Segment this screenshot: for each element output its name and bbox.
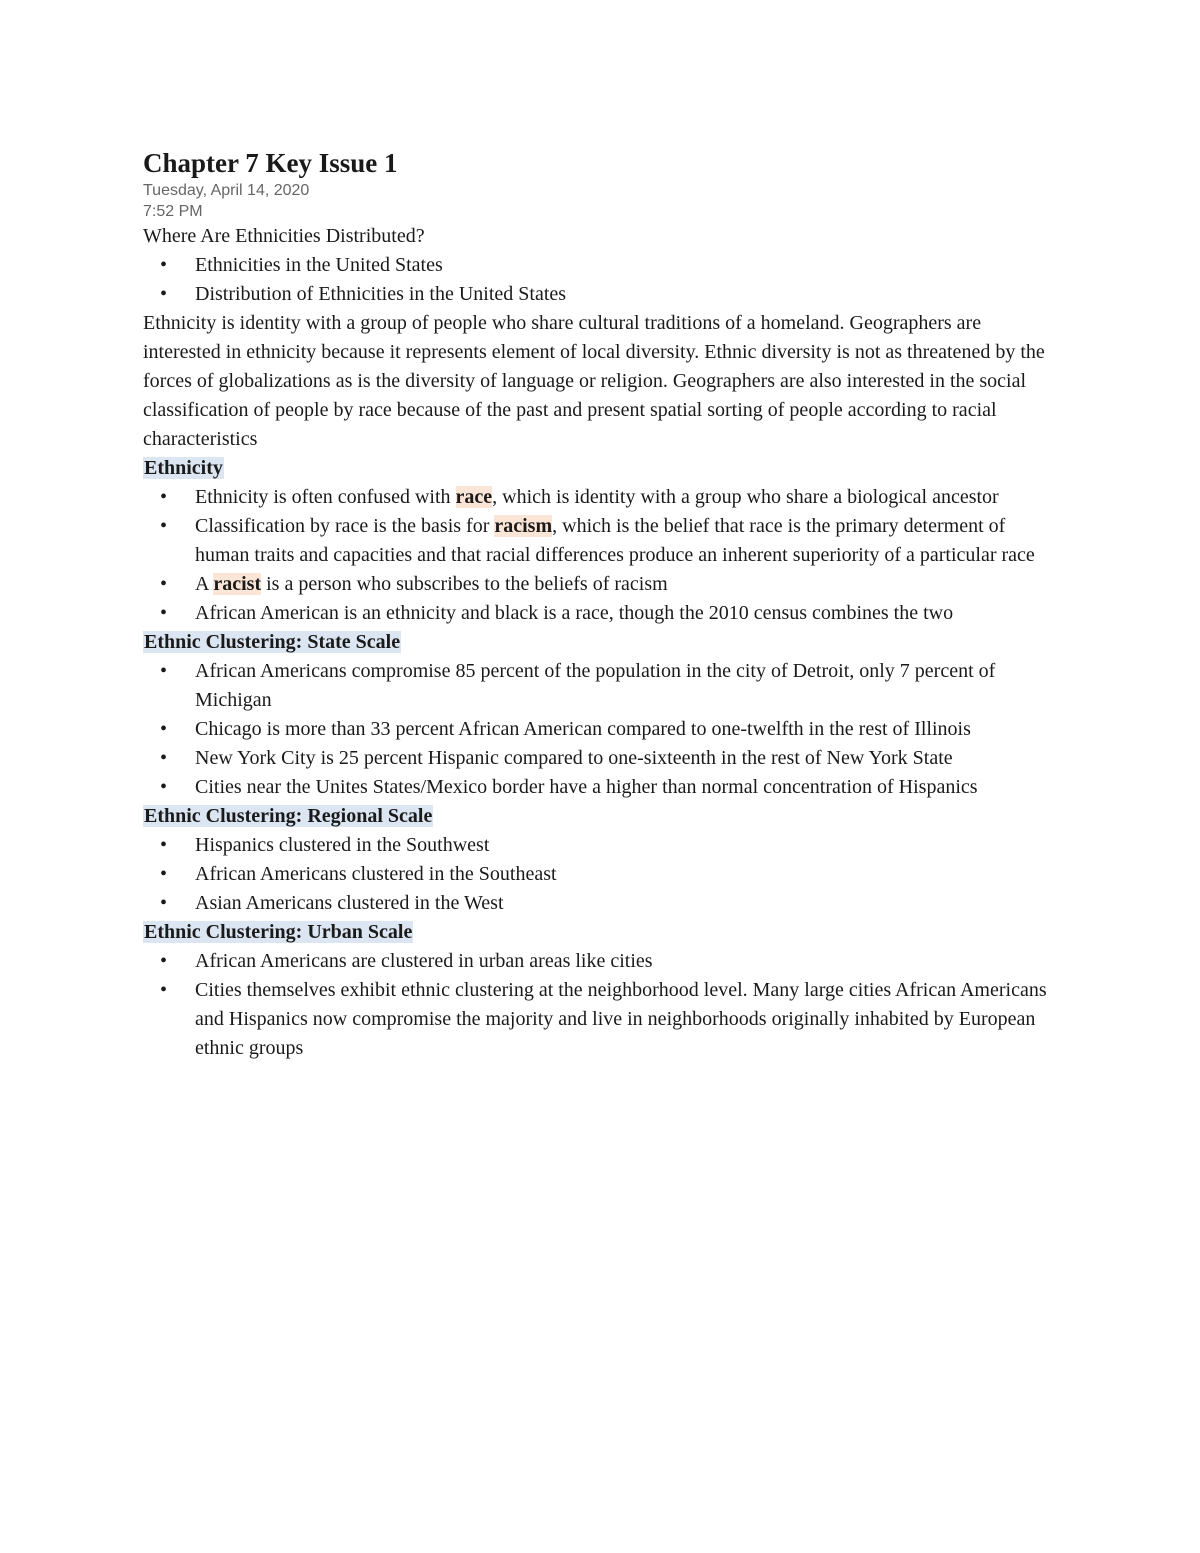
- list-item: • Hispanics clustered in the Southwest: [143, 831, 1048, 860]
- list-item: • Asian Americans clustered in the West: [143, 889, 1048, 918]
- bullet-icon: •: [160, 863, 168, 885]
- bullet-icon: •: [160, 602, 168, 624]
- bullet-icon: •: [160, 718, 168, 740]
- intro-list: [143, 251, 1048, 309]
- list-item: • African Americans clustered in the Southeast: [143, 860, 1048, 889]
- list-item: • Distribution of Ethnicities in the United States: [143, 280, 1048, 309]
- list-item: • New York City is 25 percent Hispanic compared to one-sixteenth in the rest of New York State: [143, 744, 1048, 773]
- list-item: • African Americans compromise 85 percent of the population in the city of Detroit, only 7 percent of Michigan: [143, 657, 1048, 715]
- bullet-icon: •: [160, 573, 168, 595]
- note-page: [143, 146, 1048, 1063]
- section-heading-state-scale: Ethnic Clustering: State Scale: [144, 631, 401, 653]
- list-item: • African Americans are clustered in urban areas like cities: [143, 947, 1048, 976]
- list-item: • African American is an ethnicity and black is a race, though the 2010 census combines the two: [143, 599, 1048, 628]
- bullet-icon: •: [160, 254, 168, 276]
- note-date: Tuesday, April 14, 2020: [143, 182, 310, 199]
- bullet-icon: •: [160, 892, 168, 914]
- bullet-icon: •: [160, 834, 168, 856]
- list-item: • A racist is a person who subscribes to the beliefs of racism: [143, 570, 1048, 599]
- ethnicity-list: [143, 483, 1048, 628]
- section-heading-regional-scale: Ethnic Clustering: Regional Scale: [144, 805, 433, 827]
- section-heading-ethnicity: Ethnicity: [144, 457, 223, 479]
- intro-question: Where Are Ethnicities Distributed?: [143, 225, 425, 247]
- list-item: • Classification by race is the basis for racism, which is the belief that race is the primary determent of human traits and capacities and that racial differences produce an inherent superiority of a particular race: [143, 512, 1048, 570]
- urban-scale-list: [143, 947, 1048, 1063]
- bullet-icon: •: [160, 776, 168, 798]
- bullet-icon: •: [160, 660, 168, 682]
- bullet-icon: •: [160, 950, 168, 972]
- list-item: • Cities near the Unites States/Mexico border have a higher than normal concentration of Hispanics: [143, 773, 1048, 802]
- bullet-icon: •: [160, 486, 168, 508]
- list-item: • Chicago is more than 33 percent African American compared to one-twelfth in the rest of Illinois: [143, 715, 1048, 744]
- page-title: Chapter 7 Key Issue 1: [143, 148, 398, 178]
- highlighted-term: racism: [494, 515, 553, 537]
- regional-scale-list: [143, 831, 1048, 918]
- bullet-icon: •: [160, 283, 168, 305]
- section-heading-urban-scale: Ethnic Clustering: Urban Scale: [144, 921, 413, 943]
- highlighted-term: race: [455, 486, 493, 508]
- state-scale-list: [143, 657, 1048, 802]
- intro-paragraph: Ethnicity is identity with a group of people who share cultural traditions of a homeland. Geographers are interested in ethnicity because it represents element of local diversity. Ethnic diversity is not as threatened by the forces of globalizations as is the diversity of language or religion. Geographers are also interested in the social classification of people by race because of the past and present spatial sorting of people according to racial characteristics: [143, 312, 1045, 450]
- highlighted-term: racist: [213, 573, 262, 595]
- list-item: • Ethnicities in the United States: [143, 251, 1048, 280]
- list-item: • Cities themselves exhibit ethnic clustering at the neighborhood level. Many large cities African Americans and Hispanics now compromise the majority and live in neighborhoods originally inhabited by European ethnic groups: [143, 976, 1048, 1063]
- note-time: 7:52 PM: [143, 203, 203, 220]
- bullet-icon: •: [160, 747, 168, 769]
- list-item: • Ethnicity is often confused with race, which is identity with a group who share a biological ancestor: [143, 483, 1048, 512]
- bullet-icon: •: [160, 515, 168, 537]
- bullet-icon: •: [160, 979, 168, 1001]
